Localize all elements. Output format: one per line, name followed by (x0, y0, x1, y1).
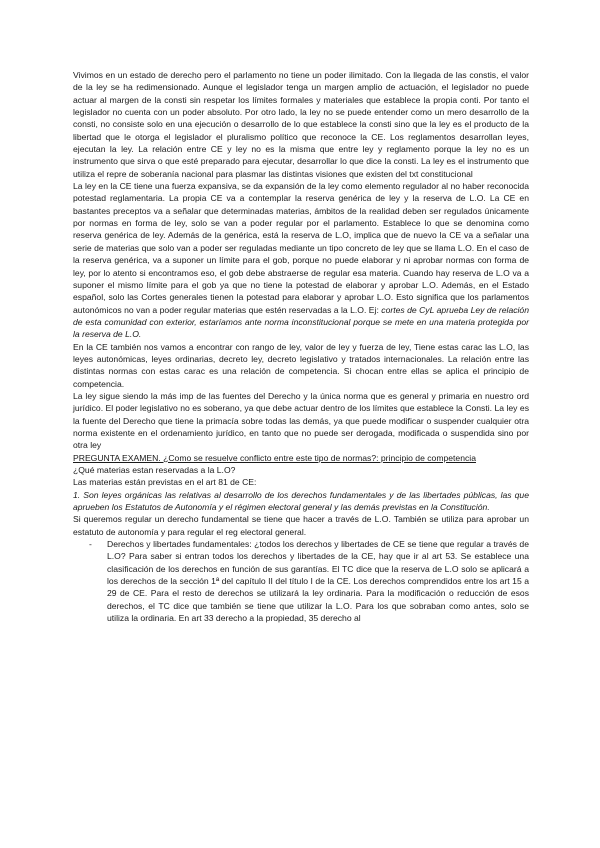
paragraph-ley-fuente: La ley sigue siendo la más imp de las fuentes del Derecho y la única norma que es general y primaria en nuestro ord jurídico. El poder legislativo no es soberano, ya que debe actuar dentro de los límites que establece la Consti. La ley es la fuente del Derecho que tiene la primacía sobre todas las demás, ya que puede modificar o suspender cualquier otra norma existente en el ordenamiento jurídico, en tanto que no puede ser derogada, modificada o suspendida sino por otra ley (73, 390, 529, 451)
paragraph-reserva-ley-text: La ley en la CE tiene una fuerza expansiva, se da expansión de la ley como elemento regulador al no haber reconocida potestad reglamentaria. La propia CE va a contemplar la reserva genérica de ley y la reserva de L.O. La CE en bastantes preceptos va a señalar que determinadas materias, ámbitos de la realidad deben ser regulados únicamente por normas en forma de ley, solo se van a poder regular por el parlamento. Establece lo que se denomina como reserva genérica de ley. Además de la genérica, está la reserva de L.O, implica que de nuevo la CE va a señalar una serie de materias que solo van a poder ser reguladas mediante un tipo concreto de ley que se llama L.O. En el caso de la reserva genérica, va a suponer un límite para el gob, porque no puede elaborar y ni aprobar normas con forma de ley, por lo atento si encontramos eso, el gob debe abstraerse de regular esa materia. Cuando hay reserva de L.O va a suponer el mismo límite para el gob ya que no tiene la potestad de elaborar y aprobar L.O. Además, en el Estado español, solo las Cortes generales tienen la potestad para elaborar y aprobar L.O. Esto significa que los parlamentos autonómicos no van a poder regular materias que estén reservadas a la L.O. Ej: (73, 181, 529, 315)
question-materias: ¿Qué materias estan reservadas a la L.O? (73, 465, 236, 475)
list-item (89, 538, 529, 624)
document-page (73, 69, 529, 624)
paragraph-reserva-ley (73, 180, 529, 340)
exam-question: PREGUNTA EXAMEN. ¿Como se resuelve conflicto entre este tipo de normas?: principio de competencia (73, 452, 476, 463)
example-italic-text: cortes de CyL aprueba Ley de relación de esta comunidad con exterior, estaríamos ante norma inconstitucional porque se mete en una materia protegida por la reserva de L.O. (73, 304, 529, 340)
bullet-dash-icon: - (89, 539, 92, 550)
list-item-text: Derechos y libertades fundamentales: ¿todos los derechos y libertades de CE se tiene que regular a través de L.O? Para saber si entran todos los derechos y libertades de la CE, hay que ir al art 53. Se establece una clasificación de los derechos en función de sus garantías. El TC dice que la reserva de L.O solo se aplicará a los derechos de la sección 1ª del capítulo II del título I de la CE. Los derechos comprendidos entre los art 15 a 29 de CE. Para el resto de derechos se utilizará la ley ordinaria. Para la modificación o reducción de esos derechos, el TC dice que también se tiene que utilizar la L.O. Para los que sobraban como antes, solo se utiliza la ordinaria. En art 33 derecho a la propiedad, 35 derecho al (107, 539, 529, 624)
paragraph-regular: Si queremos regular un derecho fundamental se tiene que hacer a través de L.O. También se utiliza para aprobar un estatuto de autonomía y para regular el reg electoral general. (73, 514, 529, 537)
materias-article: Las materias están previstas en el art 81 de CE: (73, 477, 257, 488)
article-81-quote: 1. Son leyes orgánicas las relativas al desarrollo de los derechos fundamentales y de las libertades públicas, las que aprueben los Estatutos de Autonomía y el régimen electoral general y las demás previstas en la Constitución. (73, 489, 529, 513)
paragraph-rango-ley: En la CE también nos vamos a encontrar con rango de ley, valor de ley y fuerza de ley, Tiene estas carac las L.O, las leyes autonómicas, leyes ordinarias, decreto ley, decreto legislativo y tratados internacionales. La relación entre las distintas normas con estas carac es una relación de competencia. Si chocan entre ellas se aplica el principio de competencia. (73, 341, 529, 389)
paragraph-parliament: Vivimos en un estado de derecho pero el parlamento no tiene un poder ilimitado. Con la llegada de las constis, el valor de la ley se ha redimensionado. Aunque el legislador tenga un margen amplio de actuación, el legislador no puede actuar al margen de la consti sin respetar los límites formales y materiales que establece la propia conti. Por tanto el legislador no cuenta con un poder absoluto. Por otro lado, la ley no se puede entender como un mero desarrollo de la consti, no consiste solo en una ejecución o desarrollo de lo que establece la consti sino que la ley es el producto de la libertad que le otorga el legislador el pluralismo político que reconoce la CE. Los reglamentos desarrollan leyes, ejecutan la ley. La relación entre CE y ley no es la misma que entre ley y reglamento porque la ley no es un instrumento que sirva o que esté preparado para ejecutar, desarrollar lo que dice la consti. La ley es el instrumento que utiliza el repre de soberanía nacional para plasmar las distintas visiones que existen del txt constitucional (73, 70, 529, 179)
